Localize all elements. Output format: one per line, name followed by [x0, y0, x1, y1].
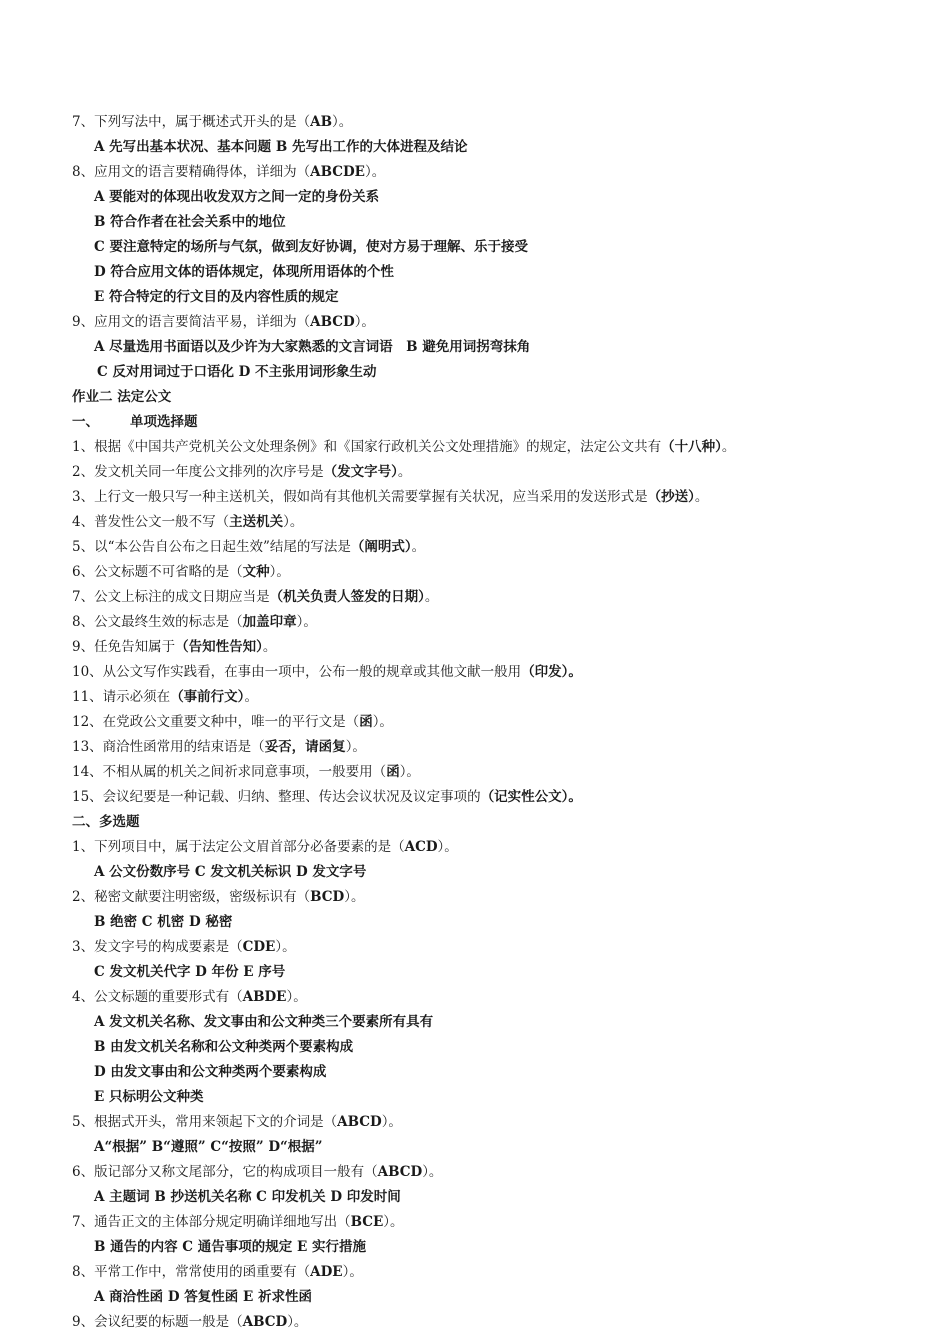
question-line [0, 485, 950, 510]
answer-text: 加盖印章 [242, 614, 297, 630]
question-line [0, 785, 950, 810]
question-line [0, 685, 950, 710]
question-text: 7、通告正文的主体部分规定明确详细地写出（ [72, 1214, 351, 1230]
question-text: 9、任免告知属于 [72, 639, 176, 655]
question-line [0, 1210, 950, 1235]
question-line [0, 460, 950, 485]
answer-text: ACD [404, 839, 438, 855]
answer-text: ABCD [377, 1164, 423, 1180]
answer-options-line: B 符合作者在社会关系中的地位 [94, 214, 286, 230]
answer-text: （印发）。 [521, 664, 582, 680]
question-text: 6、公文标题不可省略的是（ [72, 564, 243, 580]
question-line [0, 1160, 950, 1185]
question-line [0, 610, 950, 635]
question-end: 。 [721, 439, 736, 455]
question-text: 14、不相从属的机关之间祈求同意事项，一般要用（ [72, 764, 387, 780]
question-end: 。 [262, 639, 277, 655]
question-end: ）。 [437, 839, 458, 855]
question-text: 10、从公文写作实践看，在事由一项中，公布一般的规章或其他文献一般用 [72, 664, 522, 680]
answer-options-line: D 由发文事由和公文种类两个要素构成 [94, 1064, 327, 1080]
section-number: 一、 [72, 414, 99, 430]
answer-text: CDE [242, 939, 276, 955]
answer-text: （记实性公文）。 [480, 789, 582, 805]
answer-text: BCD [310, 889, 345, 905]
question-end: ）。 [269, 564, 290, 580]
question-line [0, 660, 950, 685]
answer-text: 函 [386, 764, 400, 780]
question-end: ）。 [342, 1264, 363, 1280]
answer-options-line: D 符合应用文体的语体规定，体现所用语体的个性 [94, 264, 394, 280]
answer-text: （抄送） [647, 489, 695, 505]
question-text: 8、平常工作中，常常使用的函重要有（ [72, 1264, 311, 1280]
answer-options-line: A 尽量选用书面语以及少许为大家熟悉的文言词语 B 避免用词拐弯抹角 [94, 339, 531, 355]
document-page [0, 110, 950, 1335]
answer-options-line: A 商洽性函 D 答复性函 E 祈求性函 [94, 1289, 312, 1305]
question-end: 。 [411, 539, 426, 555]
answer-text: BCE [350, 1214, 384, 1230]
answer-text: AB [310, 114, 332, 130]
question-line [0, 760, 950, 785]
answer-text: ABDE [242, 989, 287, 1005]
section-heading: 二、多选题 [72, 814, 140, 830]
question-text: 9、会议纪要的标题一般是（ [72, 1314, 243, 1330]
question-text: 3、上行文一般只写一种主送机关，假如尚有其他机关需要掌握有关状况，应当采用的发送形式是 [72, 489, 648, 505]
question-text: 9、应用文的语言要简洁平易，详细为（ [72, 314, 311, 330]
answer-options-line: A“根据” B“遵照” C“按照” D“根据” [94, 1139, 323, 1155]
question-line [0, 110, 950, 135]
answer-text: 函 [359, 714, 373, 730]
question-line [0, 1260, 950, 1285]
answer-options-line: E 只标明公文种类 [94, 1089, 204, 1105]
question-text: 13、商洽性函常用的结束语是（ [72, 739, 265, 755]
answer-options-line: C 发文机关代字 D 年份 E 序号 [94, 964, 286, 980]
question-text: 7、公文上标注的成文日期应当是 [72, 589, 270, 605]
question-text: 4、普发性公文一般不写（ [72, 514, 230, 530]
answer-options-line: E 符合特定的行文目的及内容性质的规定 [94, 289, 339, 305]
answer-text: （十八种） [661, 439, 722, 455]
question-end: ）。 [383, 1214, 404, 1230]
question-end: 。 [397, 464, 412, 480]
question-text: 1、根据《中国共产党机关公文处理条例》和《国家行政机关公文处理措施》的规定，法定公文共有 [72, 439, 662, 455]
question-end: 。 [244, 689, 258, 705]
question-line [0, 510, 950, 535]
question-end: ）。 [364, 164, 386, 180]
question-end: ）。 [331, 114, 353, 130]
section-heading: 作业二 法定公文 [72, 389, 172, 405]
answer-text: （发文字号） [323, 464, 398, 480]
question-text: 6、版记部分又称文尾部分，它的构成项目一般有（ [72, 1164, 378, 1180]
question-text: 5、根据式开头，常用来领起下文的介词是（ [72, 1114, 338, 1130]
question-end: ）。 [283, 514, 304, 530]
question-end: ）。 [275, 939, 296, 955]
question-line [0, 435, 950, 460]
answer-options-line: A 发文机关名称、发文事由和公文种类三个要素所有具有 [94, 1014, 434, 1030]
question-end: 。 [694, 489, 709, 505]
answer-text: ADE [310, 1264, 343, 1280]
question-line [0, 835, 950, 860]
question-text: 3、发文字号的构成要素是（ [72, 939, 243, 955]
question-end: ）。 [399, 764, 420, 780]
question-end: ）。 [286, 989, 307, 1005]
answer-options-line: A 主题词 B 抄送机关名称 C 印发机关 D 印发时间 [94, 1189, 401, 1205]
question-end: ）。 [381, 1114, 402, 1130]
question-end: ）。 [287, 1314, 308, 1330]
question-end: ）。 [345, 739, 366, 755]
question-end: ）。 [344, 889, 365, 905]
question-end: ）。 [354, 314, 375, 330]
question-text: 2、秘密文献要注明密级，密级标识有（ [72, 889, 311, 905]
answer-text: （事前行文） [170, 689, 245, 705]
question-line [0, 160, 950, 185]
answer-options-line: A 公文份数序号 C 发文机关标识 D 发文字号 [94, 864, 367, 880]
question-line [0, 1310, 950, 1335]
answer-text: 文种 [242, 564, 270, 580]
answer-options-line: B 绝密 C 机密 D 秘密 [94, 914, 233, 930]
question-line [0, 560, 950, 585]
answer-text: ABCD [337, 1114, 382, 1130]
answer-text: 妥否，请函复 [264, 739, 346, 755]
answer-text: （机关负责人签发的日期） [269, 589, 425, 605]
question-text: 15、会议纪要是一种记载、归纳、整理、传达会议状况及议定事项的 [72, 789, 481, 805]
question-text: 5、以“本公告自公布之日起生效”结尾的写法是 [72, 539, 351, 555]
question-line [0, 710, 950, 735]
question-end: ）。 [422, 1164, 443, 1180]
question-line [0, 310, 950, 335]
question-text: 4、公文标题的重要形式有（ [72, 989, 243, 1005]
answer-text: ABCD [242, 1314, 288, 1330]
answer-options-line: C 反对用词过于口语化 D 不主张用词形象生动 [97, 364, 377, 380]
answer-options-line: A 先写出基本状况、基本问题 B 先写出工作的大体进程及结论 [94, 139, 468, 155]
question-line [0, 535, 950, 560]
question-text: 8、公文最终生效的标志是（ [72, 614, 243, 630]
question-end: ）。 [372, 714, 393, 730]
answer-text: 主送机关 [229, 514, 284, 530]
question-text: 7、下列写法中，属于概述式开头的是（ [72, 114, 311, 130]
question-line [0, 635, 950, 660]
answer-options-line: B 通告的内容 C 通告事项的规定 E 实行措施 [94, 1239, 366, 1255]
question-line [0, 735, 950, 760]
answer-text: （阐明式） [350, 539, 412, 555]
section-title: 单项选择题 [130, 414, 198, 430]
question-end: 。 [424, 589, 439, 605]
question-line [0, 585, 950, 610]
question-line [0, 985, 950, 1010]
question-text: 12、在党政公文重要文种中，唯一的平行文是（ [72, 714, 360, 730]
question-end: ）。 [296, 614, 317, 630]
question-line [0, 935, 950, 960]
answer-text: ABCDE [310, 164, 365, 180]
question-line [0, 1110, 950, 1135]
answer-text: （告知性告知） [175, 639, 263, 655]
question-text: 2、发文机关同一年度公文排列的次序号是 [72, 464, 324, 480]
question-line [0, 885, 950, 910]
answer-options-line: C 要注意特定的场所与气氛，做到友好协调，使对方易于理解、乐于接受 [94, 239, 528, 255]
answer-options-line: B 由发文机关名称和公文种类两个要素构成 [94, 1039, 354, 1055]
section-heading [0, 410, 950, 435]
answer-text: ABCD [310, 314, 355, 330]
answer-options-line: A 要能对的体现出收发双方之间一定的身份关系 [94, 189, 380, 205]
question-text: 8、应用文的语言要精确得体，详细为（ [72, 164, 311, 180]
question-text: 1、下列项目中，属于法定公文眉首部分必备要素的是（ [72, 839, 405, 855]
question-text: 11、请示必须在 [72, 689, 171, 705]
